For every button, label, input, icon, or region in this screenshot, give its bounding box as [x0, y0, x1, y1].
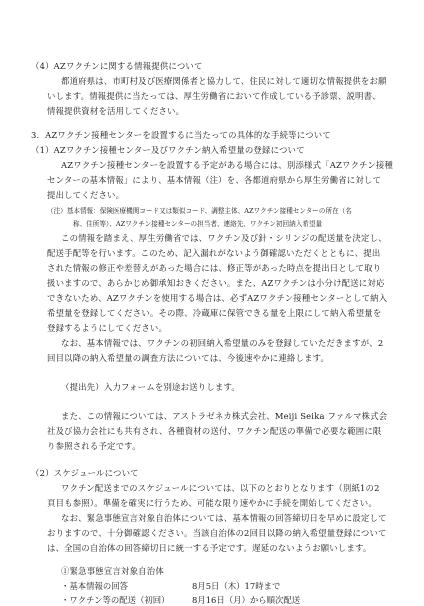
schedule-date: 8月16日（月）から順次配送	[192, 595, 301, 605]
paragraph-2-line-1: この情報を踏まえ、厚生労働省では、ワクチン及び針・シリンジの配送量を決定し、	[61, 233, 387, 243]
section-3-1-heading: （1）AZワクチン接種センター及びワクチン納入希望量の登録について	[31, 145, 305, 155]
paragraph-2-line-5: できないため、AZワクチンを使用する場合は、必ずAZワクチン接種センターとして納入	[47, 293, 388, 303]
paragraph-2-line-3: された情報の修正や差替えがあった場合には、修正等があった時点を提出日として取り	[47, 263, 382, 273]
paragraph-2-line-4: 扱いますので、あらかじめ御承知おきください。また、AZワクチンは小分け配送に対応	[47, 278, 385, 288]
schedule-date: 8月5日（木）17時まで	[192, 581, 281, 591]
section-4-heading: （4）AZワクチンに関する情報提供について	[31, 61, 203, 71]
paragraph-2-line-2: 配送手配等を行います。このため、記入漏れがないよう御確認いただくとともに、提出	[47, 248, 381, 258]
paragraph-5-line-2: 頁目も参照）。準備を確実に行うため、可能な限り速やかに手続を開始してください。	[47, 498, 377, 508]
submission-destination: （提出先）入力フォームを別途お送りします。	[61, 382, 240, 392]
note-line-1: （注）基本情報：保険医療機関コード又は類似コード、調整主体、AZワクチン接種センターの所在（名	[47, 207, 352, 215]
paragraph-3-line-1: なお、基本情報では、ワクチンの初回納入希望量のみを登録していただきますが、2	[61, 338, 384, 348]
schedule-item: ・ワクチン等の配送（初回）	[61, 595, 170, 605]
paragraph-2-line-6: 希望量を登録してください。その際、冷蔵庫に保管できる量を上限にして納入希望量を	[47, 308, 382, 318]
paragraph-1-line-3: 提出してください。	[47, 190, 125, 200]
paragraph-2-line-7: 登録するようにしてください。	[47, 323, 168, 333]
section-3-heading: 3．AZワクチン接種センターを設置するに当たっての具体的な手続等について	[31, 130, 331, 140]
paragraph-5-line-1: ワクチン配送までのスケジュールについては、以下のとおりとなります（別紙1の2	[61, 483, 380, 493]
paragraph-4-line-3: り参照される予定です。	[47, 441, 141, 451]
note-line-2: 称、住所等）、AZワクチン接種センターの担当者、連絡先、ワクチン初回納入希望量	[73, 220, 323, 228]
section-4-paragraph-line-1: 都道府県は、市町村及び医療関係者と協力して、住民に対して適切な情報提供をお願	[61, 76, 387, 86]
section-4-paragraph-line-2: いします。情報提供に当たっては、厚生労働省において作成している予診票、説明書、	[47, 91, 381, 101]
paragraph-4-line-1: また、この情報については、アストラゼネカ株式会社、Meiji Seika ファルマ株式会	[61, 411, 388, 421]
paragraph-1-line-2: センターの基本情報」により、基本情報（注）を、各都道府県から厚生労働省に対して	[47, 175, 382, 185]
paragraph-4-line-2: 社及び協力会社にも共有され、各種資材の送付、ワクチン配送の準備で必要な範囲に限	[47, 426, 382, 436]
paragraph-6-line-2: おりますので、十分御確認ください。当該自治体の2回目以降の納入希望量登録について	[47, 528, 387, 538]
paragraph-6-line-1: なお、緊急事態宣言対象自治体については、基本情報の回答締切日を早めに設定して	[61, 513, 387, 523]
paragraph-1-line-1: AZワクチン接種センターを設置する予定がある場合には、別添様式「AZワクチン接種	[61, 160, 394, 170]
paragraph-3-line-2: 回目以降の納入希望量の調査方法については、今後速やかに連絡します。	[47, 353, 330, 363]
schedule-item: ・基本情報の回答	[61, 581, 128, 591]
schedule-heading: ①緊急事態宣言対象自治体	[61, 566, 164, 576]
section-3-2-heading: （2）スケジュールについて	[31, 468, 139, 478]
section-4-paragraph-line-3: 情報提供資材を活用してください。	[47, 106, 185, 116]
paragraph-6-line-3: は、全国の自治体の回答締切日に統一する予定です。遅延のないようお願いします。	[47, 543, 372, 553]
